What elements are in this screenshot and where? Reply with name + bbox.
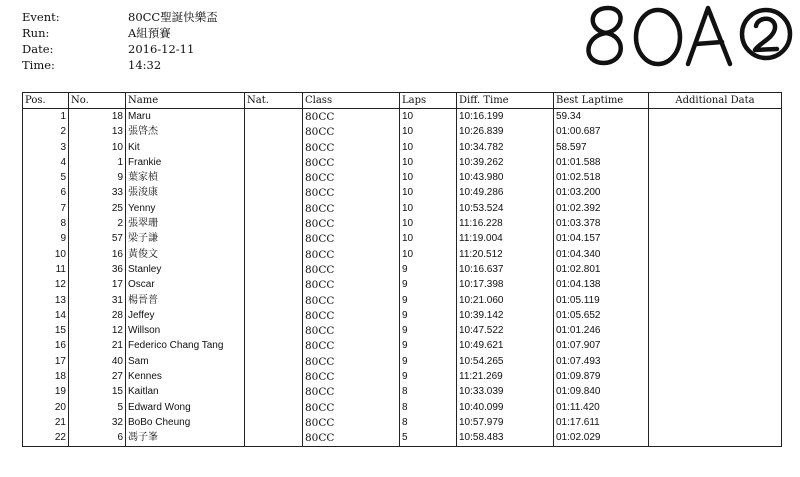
cell-additional-data: [649, 339, 782, 354]
cell-additional-data: [649, 109, 782, 125]
run-value: A組預賽: [128, 26, 171, 40]
cell-laps: 8: [400, 385, 457, 400]
cell-no: 6: [69, 431, 126, 447]
cell-laps: 8: [400, 415, 457, 430]
col-header-class: Class: [303, 93, 400, 109]
cell-additional-data: [649, 216, 782, 231]
cell-additional-data: [649, 247, 782, 262]
cell-pos: 15: [23, 323, 69, 338]
cell-pos: 6: [23, 186, 69, 201]
cell-laps: 9: [400, 323, 457, 338]
cell-class: 80CC: [303, 262, 400, 277]
cell-additional-data: [649, 369, 782, 384]
cell-laps: 9: [400, 354, 457, 369]
table-row: [23, 400, 782, 415]
cell-no: 12: [69, 323, 126, 338]
cell-name: Kaitlan: [126, 385, 245, 400]
cell-pos: 7: [23, 201, 69, 216]
cell-pos: 5: [23, 170, 69, 185]
cell-name: Kennes: [126, 369, 245, 384]
cell-best-laptime: 01:17.611: [554, 415, 649, 430]
cell-additional-data: [649, 201, 782, 216]
cell-additional-data: [649, 431, 782, 447]
cell-additional-data: [649, 140, 782, 155]
cell-additional-data: [649, 400, 782, 415]
cell-pos: 19: [23, 385, 69, 400]
cell-no: 17: [69, 278, 126, 293]
cell-no: 10: [69, 140, 126, 155]
cell-class: 80CC: [303, 186, 400, 201]
cell-no: 32: [69, 415, 126, 430]
cell-diff-time: 10:49.621: [457, 339, 554, 354]
cell-nat: [245, 201, 303, 216]
cell-no: 28: [69, 308, 126, 323]
cell-nat: [245, 400, 303, 415]
cell-no: 25: [69, 201, 126, 216]
cell-class: 80CC: [303, 170, 400, 185]
cell-pos: 9: [23, 232, 69, 247]
cell-best-laptime: 01:07.493: [554, 354, 649, 369]
cell-laps: 8: [400, 400, 457, 415]
cell-name: Yenny: [126, 201, 245, 216]
cell-additional-data: [649, 415, 782, 430]
cell-laps: 9: [400, 262, 457, 277]
cell-diff-time: 10:21.060: [457, 293, 554, 308]
cell-class: 80CC: [303, 323, 400, 338]
cell-diff-time: 10:17.398: [457, 278, 554, 293]
table-row: [23, 170, 782, 185]
cell-pos: 14: [23, 308, 69, 323]
cell-nat: [245, 140, 303, 155]
cell-diff-time: 10:58.483: [457, 431, 554, 447]
cell-name: Stanley: [126, 262, 245, 277]
cell-pos: 2: [23, 125, 69, 140]
cell-diff-time: 10:49.286: [457, 186, 554, 201]
cell-best-laptime: 01:02.029: [554, 431, 649, 447]
cell-additional-data: [649, 354, 782, 369]
table-row: [23, 385, 782, 400]
cell-nat: [245, 109, 303, 125]
cell-name: 葉家楨: [126, 170, 245, 185]
cell-class: 80CC: [303, 339, 400, 354]
cell-nat: [245, 369, 303, 384]
col-header-name: Name: [126, 93, 245, 109]
cell-pos: 20: [23, 400, 69, 415]
cell-no: 9: [69, 170, 126, 185]
table-row: [23, 155, 782, 170]
cell-nat: [245, 262, 303, 277]
cell-additional-data: [649, 323, 782, 338]
col-header-laps: Laps: [400, 93, 457, 109]
cell-additional-data: [649, 293, 782, 308]
cell-diff-time: 10:33.039: [457, 385, 554, 400]
cell-best-laptime: 01:04.138: [554, 278, 649, 293]
cell-nat: [245, 232, 303, 247]
col-header-additional-data: Additional Data: [649, 93, 782, 109]
cell-no: 13: [69, 125, 126, 140]
cell-name: 張翠珊: [126, 216, 245, 231]
cell-diff-time: 11:16.228: [457, 216, 554, 231]
cell-no: 57: [69, 232, 126, 247]
cell-best-laptime: 01:02.518: [554, 170, 649, 185]
cell-best-laptime: 01:00.687: [554, 125, 649, 140]
event-label: Event:: [22, 10, 60, 24]
run-label: Run:: [22, 26, 50, 40]
cell-pos: 12: [23, 278, 69, 293]
cell-pos: 1: [23, 109, 69, 125]
cell-laps: 10: [400, 109, 457, 125]
cell-diff-time: 10:43.980: [457, 170, 554, 185]
cell-diff-time: 10:54.265: [457, 354, 554, 369]
time-value: 14:32: [128, 58, 162, 72]
cell-diff-time: 10:40.099: [457, 400, 554, 415]
cell-nat: [245, 155, 303, 170]
cell-best-laptime: 01:03.378: [554, 216, 649, 231]
results-body: [23, 109, 782, 447]
cell-additional-data: [649, 125, 782, 140]
cell-pos: 16: [23, 339, 69, 354]
table-row: [23, 339, 782, 354]
cell-laps: 10: [400, 125, 457, 140]
cell-best-laptime: 01:05.652: [554, 308, 649, 323]
cell-name: 黃俊文: [126, 247, 245, 262]
table-row: [23, 308, 782, 323]
table-row: [23, 369, 782, 384]
cell-best-laptime: 59.34: [554, 109, 649, 125]
cell-laps: 9: [400, 293, 457, 308]
cell-additional-data: [649, 278, 782, 293]
cell-no: 36: [69, 262, 126, 277]
cell-diff-time: 11:19.004: [457, 232, 554, 247]
cell-diff-time: 10:47.522: [457, 323, 554, 338]
cell-name: Kit: [126, 140, 245, 155]
cell-laps: 10: [400, 155, 457, 170]
cell-laps: 9: [400, 278, 457, 293]
cell-class: 80CC: [303, 415, 400, 430]
table-row: [23, 323, 782, 338]
cell-laps: 10: [400, 232, 457, 247]
cell-nat: [245, 415, 303, 430]
cell-best-laptime: 01:05.119: [554, 293, 649, 308]
event-row: [22, 9, 218, 25]
cell-no: 1: [69, 155, 126, 170]
cell-name: Frankie: [126, 155, 245, 170]
cell-diff-time: 11:21.269: [457, 369, 554, 384]
cell-nat: [245, 247, 303, 262]
cell-diff-time: 11:20.512: [457, 247, 554, 262]
cell-additional-data: [649, 170, 782, 185]
cell-best-laptime: 01:09.879: [554, 369, 649, 384]
col-header-best-laptime: Best Laptime: [554, 93, 649, 109]
cell-best-laptime: 01:04.157: [554, 232, 649, 247]
cell-nat: [245, 125, 303, 140]
cell-no: 15: [69, 385, 126, 400]
cell-class: 80CC: [303, 400, 400, 415]
table-row: [23, 186, 782, 201]
cell-nat: [245, 170, 303, 185]
cell-laps: 10: [400, 247, 457, 262]
time-row: [22, 57, 218, 73]
cell-laps: 10: [400, 170, 457, 185]
cell-pos: 21: [23, 415, 69, 430]
cell-diff-time: 10:53.524: [457, 201, 554, 216]
cell-class: 80CC: [303, 247, 400, 262]
cell-additional-data: [649, 262, 782, 277]
cell-best-laptime: 01:03.200: [554, 186, 649, 201]
cell-nat: [245, 385, 303, 400]
handwritten-note-80a-2: [570, 0, 795, 70]
cell-laps: 10: [400, 216, 457, 231]
event-value: 80CC聖誕快樂盃: [128, 10, 218, 24]
cell-class: 80CC: [303, 140, 400, 155]
cell-pos: 8: [23, 216, 69, 231]
table-row: [23, 354, 782, 369]
cell-class: 80CC: [303, 201, 400, 216]
cell-no: 16: [69, 247, 126, 262]
cell-laps: 9: [400, 369, 457, 384]
date-value: 2016-12-11: [128, 42, 195, 56]
table-row: [23, 201, 782, 216]
cell-class: 80CC: [303, 155, 400, 170]
table-row: [23, 278, 782, 293]
cell-class: 80CC: [303, 278, 400, 293]
cell-name: Willson: [126, 323, 245, 338]
col-header-pos: Pos.: [23, 93, 69, 109]
cell-additional-data: [649, 155, 782, 170]
cell-laps: 10: [400, 201, 457, 216]
cell-best-laptime: 01:01.246: [554, 323, 649, 338]
table-row: [23, 293, 782, 308]
cell-diff-time: 10:57.979: [457, 415, 554, 430]
date-label: Date:: [22, 42, 54, 56]
cell-class: 80CC: [303, 369, 400, 384]
cell-additional-data: [649, 385, 782, 400]
cell-pos: 4: [23, 155, 69, 170]
cell-name: Jeffey: [126, 308, 245, 323]
results-header: [22, 9, 218, 73]
cell-nat: [245, 293, 303, 308]
table-row: [23, 232, 782, 247]
cell-name: 張浚康: [126, 186, 245, 201]
table-header-row: [23, 93, 782, 109]
cell-nat: [245, 354, 303, 369]
cell-no: 33: [69, 186, 126, 201]
cell-diff-time: 10:16.637: [457, 262, 554, 277]
table-row: [23, 247, 782, 262]
cell-best-laptime: 01:04.340: [554, 247, 649, 262]
cell-pos: 22: [23, 431, 69, 447]
cell-pos: 18: [23, 369, 69, 384]
cell-nat: [245, 323, 303, 338]
cell-best-laptime: 58.597: [554, 140, 649, 155]
cell-class: 80CC: [303, 385, 400, 400]
cell-class: 80CC: [303, 354, 400, 369]
cell-best-laptime: 01:07.907: [554, 339, 649, 354]
table-row: [23, 140, 782, 155]
col-header-diff-time: Diff. Time: [457, 93, 554, 109]
cell-laps: 10: [400, 186, 457, 201]
table-row: [23, 125, 782, 140]
cell-name: BoBo Cheung: [126, 415, 245, 430]
cell-no: 21: [69, 339, 126, 354]
cell-class: 80CC: [303, 109, 400, 125]
cell-pos: 3: [23, 140, 69, 155]
cell-laps: 10: [400, 140, 457, 155]
cell-name: Maru: [126, 109, 245, 125]
cell-diff-time: 10:39.142: [457, 308, 554, 323]
cell-best-laptime: 01:11.420: [554, 400, 649, 415]
table-row: [23, 415, 782, 430]
cell-best-laptime: 01:02.801: [554, 262, 649, 277]
cell-nat: [245, 278, 303, 293]
cell-nat: [245, 431, 303, 447]
cell-name: 梁子謙: [126, 232, 245, 247]
cell-no: 2: [69, 216, 126, 231]
cell-best-laptime: 01:02.392: [554, 201, 649, 216]
cell-name: Federico Chang Tang: [126, 339, 245, 354]
cell-additional-data: [649, 186, 782, 201]
cell-pos: 11: [23, 262, 69, 277]
time-label: Time:: [22, 58, 55, 72]
cell-diff-time: 10:26.839: [457, 125, 554, 140]
cell-class: 80CC: [303, 216, 400, 231]
table-row: [23, 431, 782, 447]
cell-pos: 13: [23, 293, 69, 308]
cell-nat: [245, 186, 303, 201]
table-row: [23, 216, 782, 231]
cell-nat: [245, 308, 303, 323]
cell-pos: 10: [23, 247, 69, 262]
cell-additional-data: [649, 308, 782, 323]
cell-class: 80CC: [303, 308, 400, 323]
cell-no: 27: [69, 369, 126, 384]
col-header-no: No.: [69, 93, 126, 109]
cell-no: 5: [69, 400, 126, 415]
table-row: [23, 262, 782, 277]
col-header-nat: Nat.: [245, 93, 303, 109]
cell-no: 40: [69, 354, 126, 369]
cell-laps: 9: [400, 339, 457, 354]
cell-name: 張啓杰: [126, 125, 245, 140]
cell-best-laptime: 01:09.840: [554, 385, 649, 400]
cell-pos: 17: [23, 354, 69, 369]
cell-class: 80CC: [303, 293, 400, 308]
date-row: [22, 41, 218, 57]
run-row: [22, 25, 218, 41]
cell-laps: 5: [400, 431, 457, 447]
cell-diff-time: 10:39.262: [457, 155, 554, 170]
cell-best-laptime: 01:01.588: [554, 155, 649, 170]
cell-name: Edward Wong: [126, 400, 245, 415]
cell-name: Sam: [126, 354, 245, 369]
cell-diff-time: 10:16.199: [457, 109, 554, 125]
table-row: [23, 109, 782, 125]
cell-name: 馮子峯: [126, 431, 245, 447]
cell-name: 楊晉普: [126, 293, 245, 308]
cell-name: Oscar: [126, 278, 245, 293]
cell-additional-data: [649, 232, 782, 247]
cell-diff-time: 10:34.782: [457, 140, 554, 155]
cell-nat: [245, 216, 303, 231]
cell-nat: [245, 339, 303, 354]
cell-no: 31: [69, 293, 126, 308]
cell-no: 18: [69, 109, 126, 125]
results-table: [22, 92, 782, 447]
cell-laps: 9: [400, 308, 457, 323]
cell-class: 80CC: [303, 431, 400, 447]
cell-class: 80CC: [303, 125, 400, 140]
cell-class: 80CC: [303, 232, 400, 247]
